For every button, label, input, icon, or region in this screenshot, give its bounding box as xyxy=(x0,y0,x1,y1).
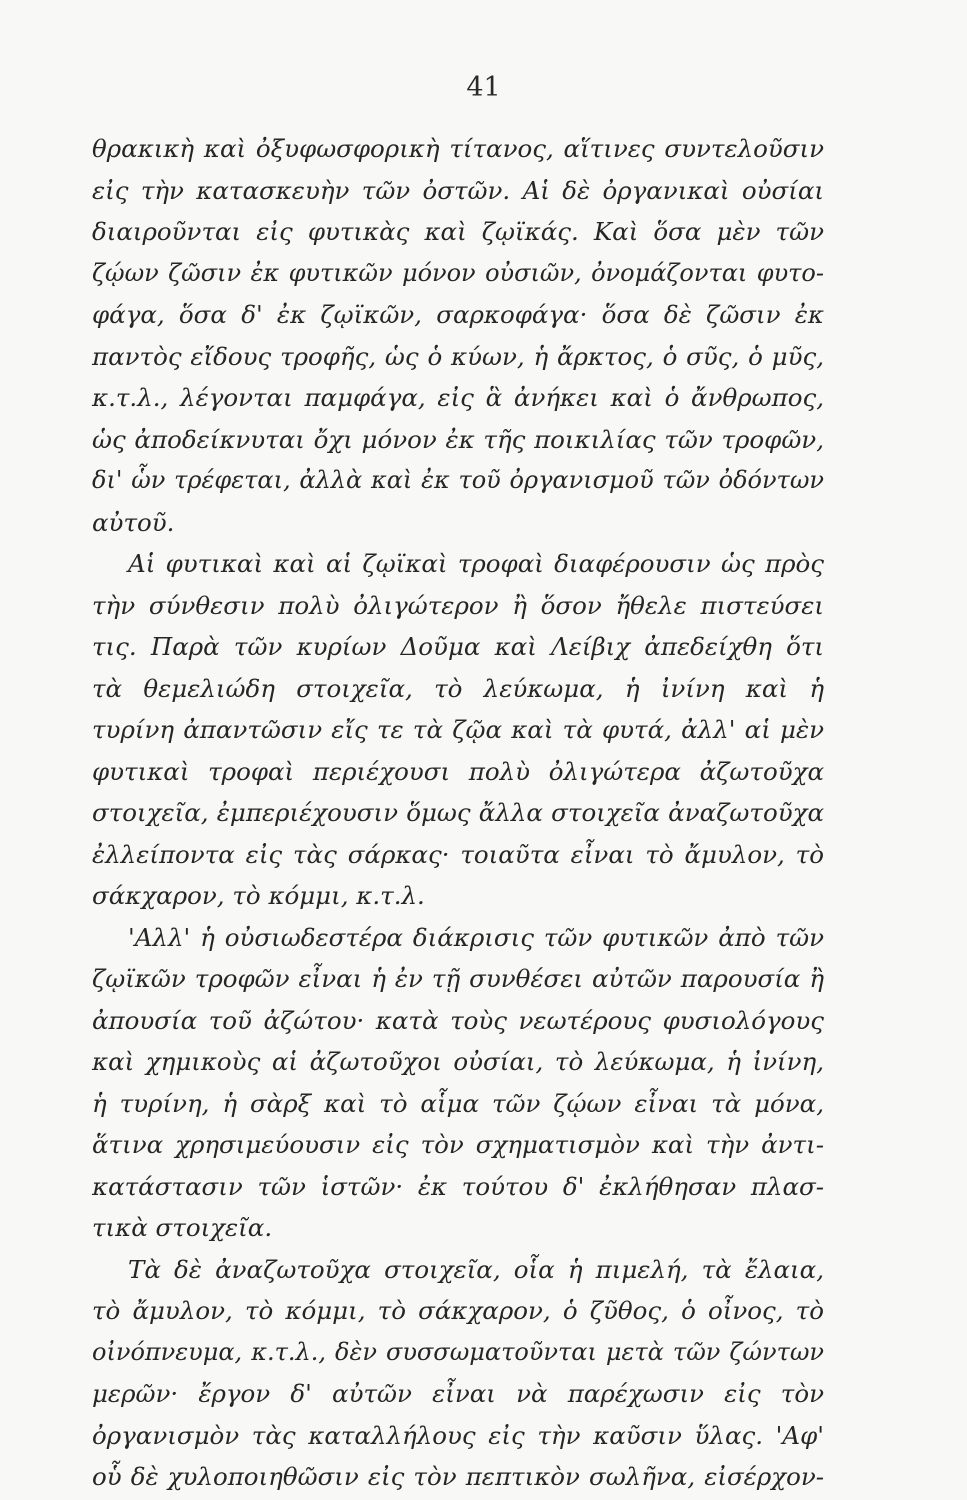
text-line: Τὰ δὲ ἀναζωτοῦχα στοιχεῖα, οἷα ἡ πιμελή, τὰ ἔλαια, xyxy=(128,1254,824,1284)
text-line: μερῶν· ἔργον δ' αὐτῶν εἶναι νὰ παρέχωσιν εἰς τὸν xyxy=(92,1379,824,1408)
text-line: ἀπουσία τοῦ ἀζώτου· κατὰ τοὺς νεωτέρους φυσιολόγους xyxy=(92,1005,824,1035)
text-line: φάγα, ὅσα δ' ἐκ ζῳϊκῶν, σαρκοφάγα· ὅσα δὲ ζῶσιν ἐκ xyxy=(92,300,824,329)
page-number: 41 xyxy=(466,72,501,103)
text-line: ὡς ἀποδείκνυται ὄχι μόνον ἐκ τῆς ποικιλίας τῶν τροφῶν, xyxy=(92,424,824,454)
text-line: δι' ὧν τρέφεται, ἀλλὰ καὶ ἐκ τοῦ ὀργανισμοῦ τῶν ὀδόντων xyxy=(92,466,824,494)
text-line: κατάστασιν τῶν ἱστῶν· ἐκ τούτου δ' ἐκλήθησαν πλασ- xyxy=(92,1171,824,1201)
text-line: ἐλλείποντα εἰς τὰς σάρκας· τοιαῦτα εἶναι τὸ ἄμυλον, τὸ xyxy=(92,839,824,869)
text-line: παντὸς εἴδους τροφῆς, ὡς ὁ κύων, ἡ ἄρκτος, ὁ σῦς, ὁ μῦς, xyxy=(92,341,824,371)
text-line: διαιροῦνται εἰς φυτικὰς καὶ ζῳϊκάς. Καὶ ὅσα μὲν τῶν xyxy=(92,217,824,246)
text-line: κ.τ.λ., λέγονται παμφάγα, εἰς ἃ ἀνήκει καὶ ὁ ἄνθρωπος, xyxy=(92,383,824,412)
text-line: καὶ χημικοὺς αἱ ἀζωτοῦχοι οὐσίαι, τὸ λεύκωμα, ἡ ἰνίνη, xyxy=(92,1047,824,1076)
text-line: 'Αλλ' ἡ οὐσιωδεστέρα διάκρισις τῶν φυτικῶν ἀπὸ τῶν xyxy=(128,922,824,952)
text-line: θρακικὴ καὶ ὀξυφωσφορικὴ τίτανος, αἵτινες συντελοῦσιν xyxy=(92,134,824,163)
text-line: οἰνόπνευμα, κ.τ.λ., δὲν συσσωματοῦνται μετὰ τῶν ζώντων xyxy=(92,1337,824,1366)
text-line: ἡ τυρίνη, ἡ σὰρξ καὶ τὸ αἷμα τῶν ζῴων εἶναι τὰ μόνα, xyxy=(92,1088,824,1118)
text-line: σάκχαρον, τὸ κόμμι, κ.τ.λ. xyxy=(92,881,425,910)
text-line: τὸ ἄμυλον, τὸ κόμμι, τὸ σάκχαρον, ὁ ζῦθος, ὁ οἶνος, τὸ xyxy=(92,1296,824,1325)
text-line: οὗ δὲ χυλοποιηθῶσιν εἰς τὸν πεπτικὸν σωλῆνα, εἰσέρχον- xyxy=(92,1462,824,1491)
text-line: τις. Παρὰ τῶν κυρίων Δοῦμα καὶ Λείβιχ ἀπεδείχθη ὅτι xyxy=(92,632,824,661)
text-line: τὰ θεμελιώδη στοιχεῖα, τὸ λεύκωμα, ἡ ἰνίνη καὶ ἡ xyxy=(92,673,824,703)
text-line: στοιχεῖα, ἐμπεριέχουσιν ὅμως ἄλλα στοιχεῖα ἀναζωτοῦχα xyxy=(92,798,824,827)
text-line: ἅτινα χρησιμεύουσιν εἰς τὸν σχηματισμὸν καὶ τὴν ἀντι- xyxy=(92,1130,824,1159)
text-line: τυρίνη ἀπαντῶσιν εἴς τε τὰ ζῷα καὶ τὰ φυτά, ἀλλ' αἱ μὲν xyxy=(92,715,824,744)
text-line: ζῳϊκῶν τροφῶν εἶναι ἡ ἐν τῇ συνθέσει αὐτῶν παρουσία ἢ xyxy=(92,964,824,993)
text-line: τικὰ στοιχεῖα. xyxy=(92,1213,273,1242)
text-line: Αἱ φυτικαὶ καὶ αἱ ζῳϊκαὶ τροφαὶ διαφέρουσιν ὡς πρὸς xyxy=(128,549,824,578)
text-line: εἰς τὴν κατασκευὴν τῶν ὀστῶν. Αἱ δὲ ὀργανικαὶ οὐσίαι xyxy=(92,175,824,205)
body-text xyxy=(92,128,824,1498)
text-line: ζῴων ζῶσιν ἐκ φυτικῶν μόνον οὐσιῶν, ὀνομάζονται φυτο- xyxy=(92,258,824,287)
text-line: ὀργανισμὸν τὰς καταλλήλους εἰς τὴν καῦσιν ὕλας. 'Αφ' xyxy=(92,1420,824,1450)
text-line: αὐτοῦ. xyxy=(92,507,175,537)
text-line: φυτικαὶ τροφαὶ περιέχουσι πολὺ ὀλιγώτερα ἀζωτοῦχα xyxy=(92,756,824,786)
text-line: τὴν σύνθεσιν πολὺ ὀλιγώτερον ἢ ὅσον ἤθελε πιστεύσει xyxy=(92,590,824,620)
